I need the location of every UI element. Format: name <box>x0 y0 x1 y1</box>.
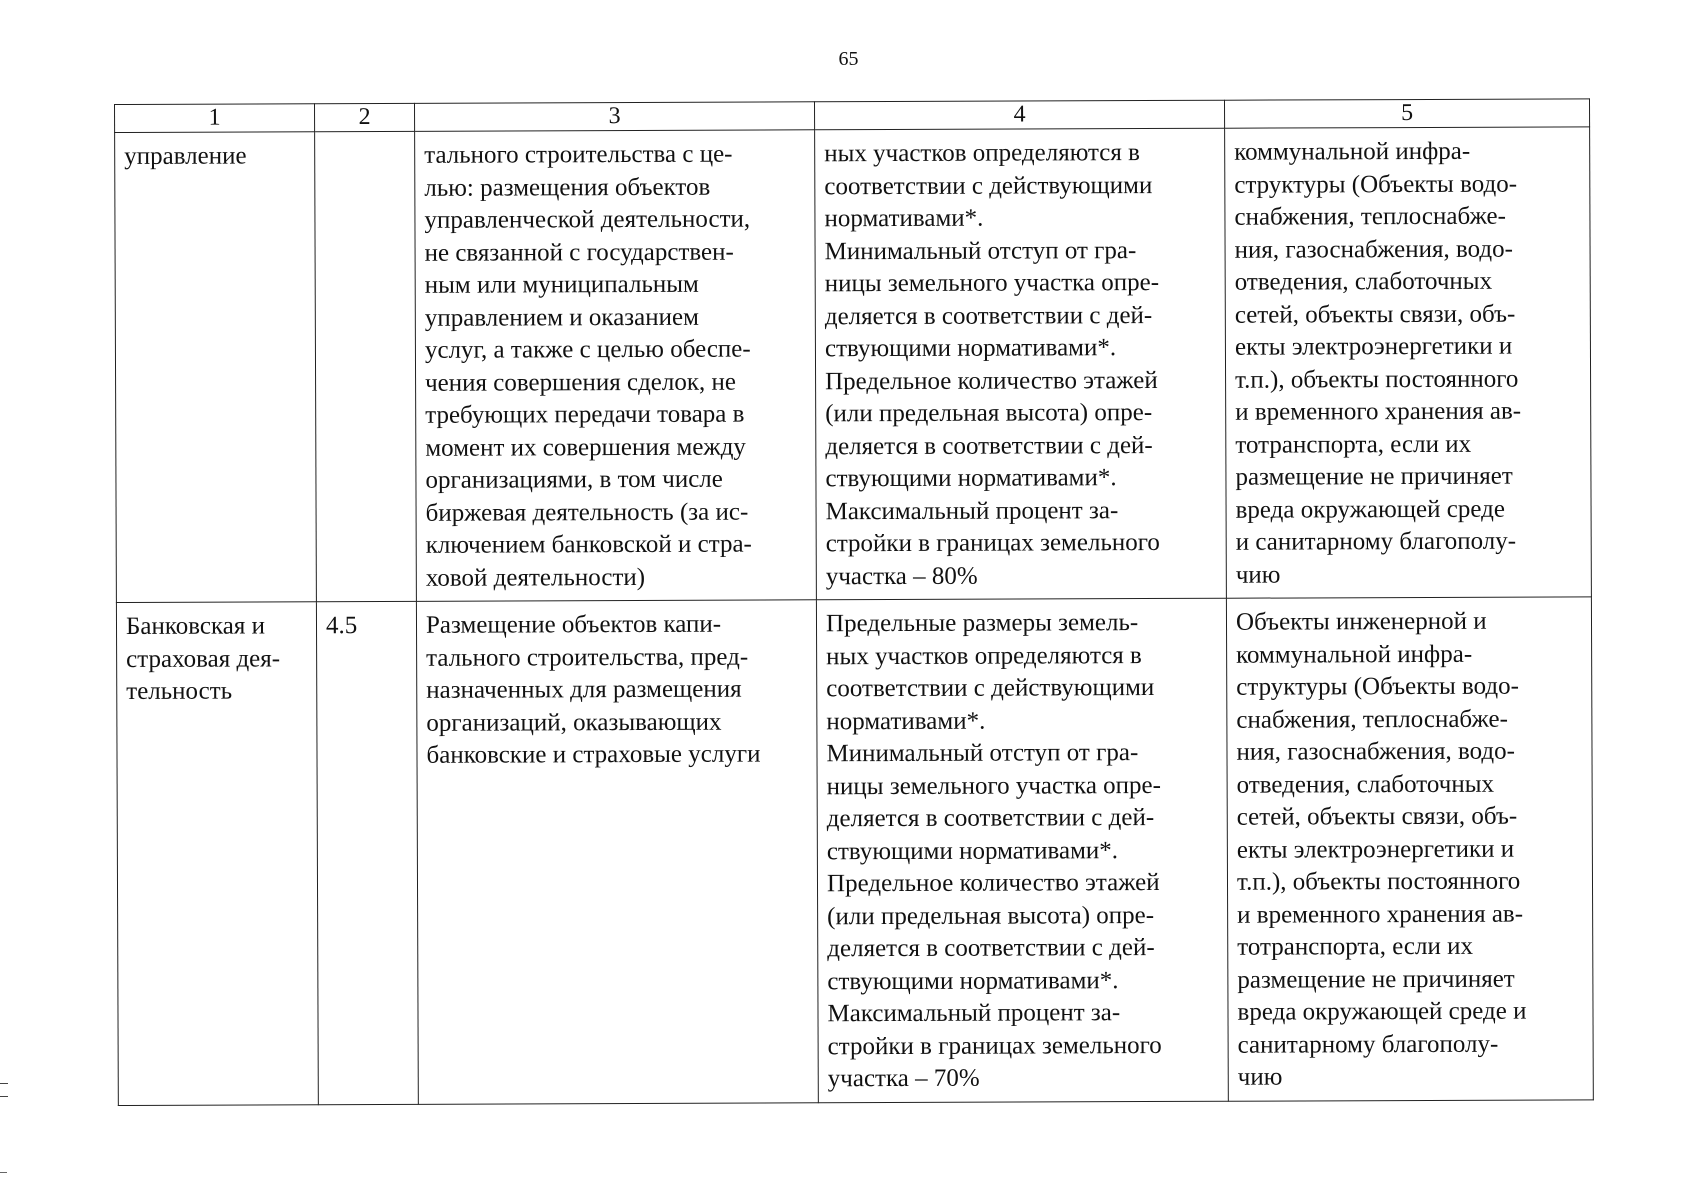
use-type-name-cell <box>115 132 317 603</box>
scan-margin-mark <box>0 1172 7 1173</box>
use-description: Размещение объектов капи- тального строительства, пред- назначенных для размещения организаций, оказывающих банковские и страховые услуги <box>425 610 761 769</box>
use-type-code-cell <box>315 131 417 601</box>
auxiliary-uses-text: Объекты инженерной и коммунальной инфра- структуры (Объекты водо- снабжения, теплоснабже- ния, газоснабжения, водо- отведения, слаботочных сетей, объекты связи, объ- екты электроэнергетики и т.п.), объекты постоянного и временного хранения ав- тотранспорта, если их размещение не причиняет вреда окружающей среде и санитарному благополу- чию <box>1235 607 1527 1091</box>
table-row <box>115 127 1592 603</box>
parameters-cell <box>815 128 1227 600</box>
auxiliary-uses-text: коммунальной инфра- структуры (Объекты водо- снабжения, теплоснабже- ния, газоснабжения, водо- отведения, слаботочных сетей, объекты связи, объ- екты электроэнергетики и т.п.), объекты постоянного и временного хранения ав- тотранспорта, если их размещение не причиняет вреда окружающей среде и санитарному благополу- чию <box>1234 137 1522 589</box>
column-header-4: 4 <box>814 100 1224 130</box>
auxiliary-uses-cell <box>1225 127 1592 598</box>
column-header-1: 1 <box>115 104 315 133</box>
auxiliary-uses-cell <box>1226 597 1593 1101</box>
parameters-text: Предельные размеры земель- ных участков определяются в соответствии с действующими нормативами*. Минимальный отступ от гра- ницы земельного участка опре- деляется в соответствии с дей- ствующими нормативами*. Предельное количество этажей (или предельная высота) опре- деляется в соответствии с дей- ствующими нормативами*. Максимальный процент за- стройки в границах земельного участка – 70% <box>825 609 1162 1093</box>
scan-margin-mark <box>0 1083 8 1097</box>
land-use-table <box>114 98 1594 1105</box>
page-number: 65 <box>838 48 859 70</box>
use-description-cell <box>415 130 817 602</box>
use-type-name: Банковская и страховая дея- тельность <box>125 612 281 705</box>
column-header-3: 3 <box>414 102 814 132</box>
use-type-code: 4.5 <box>325 612 358 640</box>
column-header-2: 2 <box>315 103 415 131</box>
use-description-cell <box>416 600 818 1104</box>
use-type-name-cell <box>116 602 318 1105</box>
column-header-5: 5 <box>1224 99 1589 128</box>
parameters-cell <box>816 598 1228 1102</box>
use-type-code-cell <box>316 601 418 1104</box>
parameters-text: ных участков определяются в соответствии с действующими нормативами*. Минимальный отступ от гра- ницы земельного участка опре- деляется в соответствии с дей- ствующими нормативами*. Предельное количество этажей (или предельная высота) опре- деляется в соответствии с дей- ствующими нормативами*. Максимальный процент за- стройки в границах земельного участка – 80% <box>824 139 1160 590</box>
use-description: тального строительства с це- лью: размещения объектов управленческой деятельности, не связанной с государствен- ным или муниципальным управлением и оказанием услуг, а также с целью обеспе- чения совершения сделок, не требующих передачи товара в момент их совершения между организациями, в том числе биржевая деятельность (за ис- ключением банковской и стра- ховой деятельности) <box>424 140 752 592</box>
table-row <box>116 597 1593 1105</box>
use-type-name: управление <box>124 142 247 170</box>
